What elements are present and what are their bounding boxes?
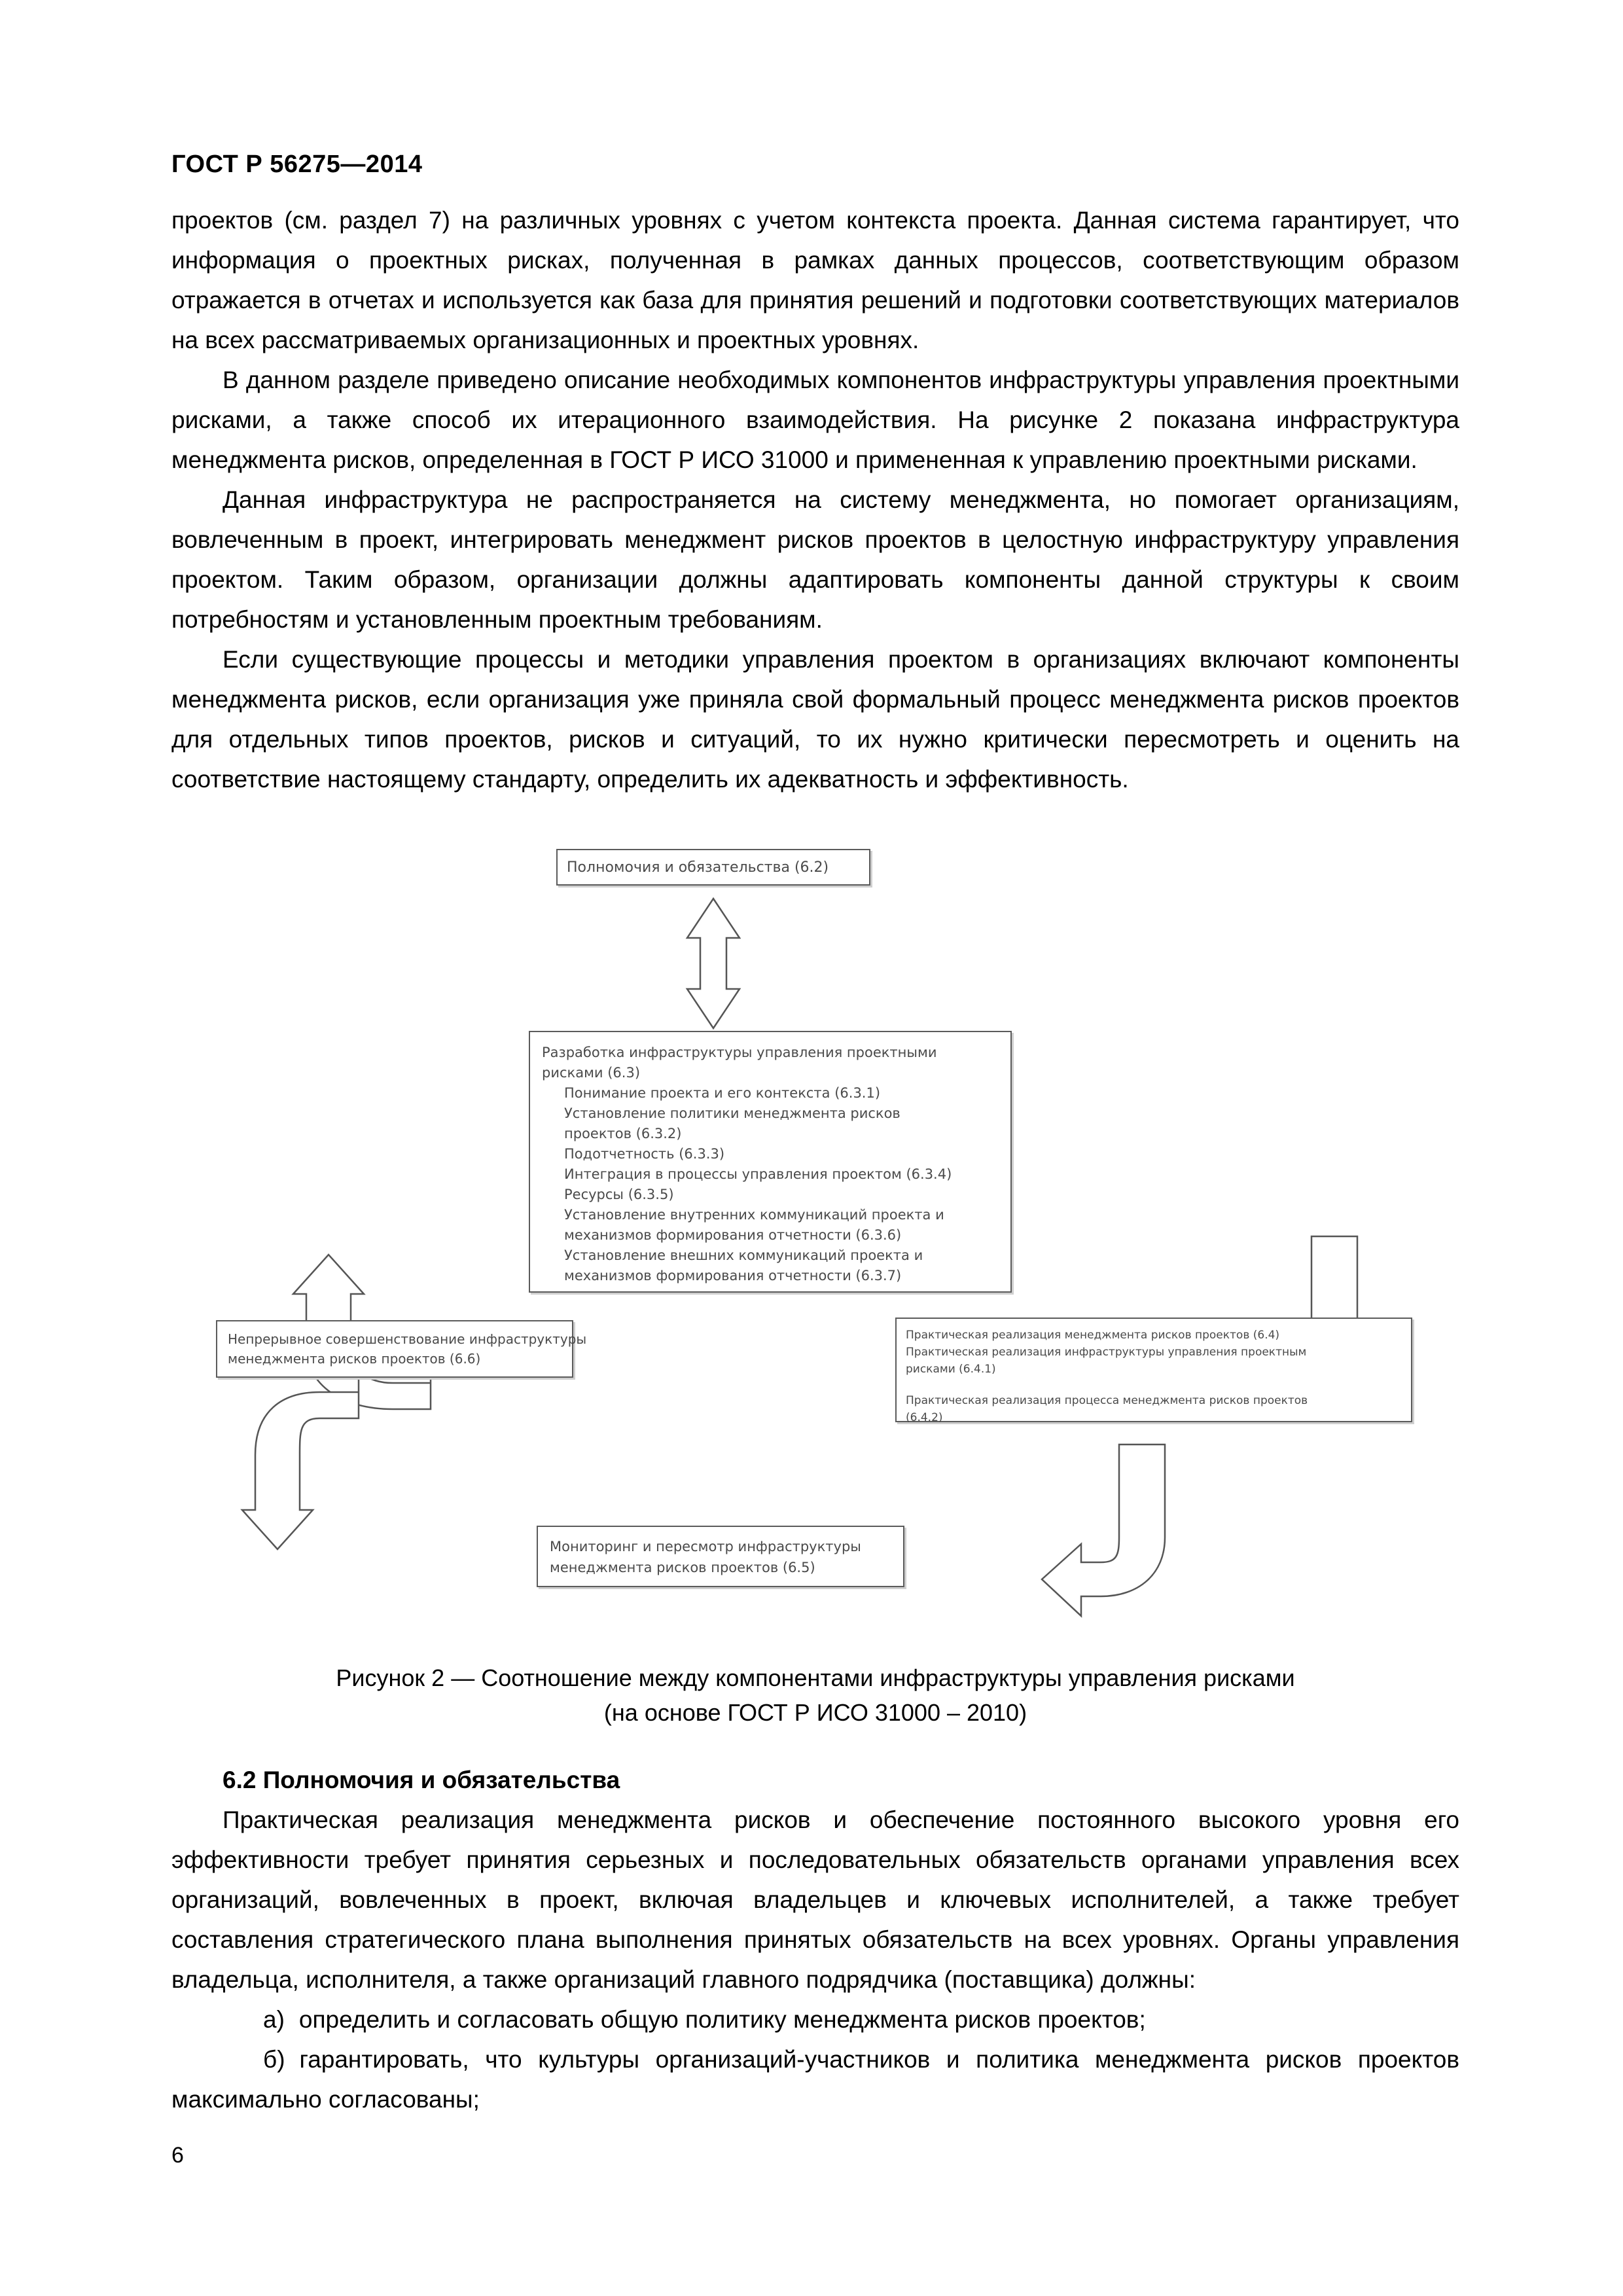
box-monitor-line2: менеджмента рисков проектов (6.5) bbox=[550, 1560, 815, 1575]
section-spacer bbox=[171, 1730, 1459, 1760]
diagram-box-develop-framework bbox=[529, 1031, 1012, 1293]
box-monitor-line1: Мониторинг и пересмотр инфраструктуры bbox=[550, 1539, 861, 1554]
box-develop-item-9: механизмов формирования отчетности (6.3.7) bbox=[564, 1268, 902, 1283]
diagram-box-authority bbox=[556, 849, 870, 886]
box-develop-item-2: проектов (6.3.2) bbox=[564, 1126, 682, 1141]
box-implement-spacer bbox=[906, 1378, 1404, 1392]
box-develop-title-line1: Разработка инфраструктуры управления проектными bbox=[542, 1045, 937, 1060]
paragraph-3: Данная инфраструктура не распространяется на систему менеджмента, но помогает организациям, вовлеченным в проект, интегрировать менеджмент рисков проектов в целостную инфраструктуру управления проектом. Таким образом, организации должны адаптировать компоненты данной структуры к своим потребностям и установленным проектным требованиям. bbox=[171, 486, 1459, 633]
box-implement-line4: Практическая реализация процесса менеджмента рисков проектов bbox=[906, 1394, 1308, 1407]
paragraph-2: В данном разделе приведено описание необходимых компонентов инфраструктуры управления проектными рисками, а также способ их итерационного взаимодействия. На рисунке 2 показана инфраструктура менеджмента рисков, определенная в ГОСТ Р ИСО 31000 и примененная к управлению проектными рисками. bbox=[171, 367, 1459, 473]
list-text-b: гарантировать, что культуры организаций-участников и политика менеджмента рисков проектов максимально согласованы; bbox=[171, 2046, 1459, 2113]
diagram-box-implementation bbox=[895, 1318, 1412, 1422]
box-implement-line2: Практическая реализация инфраструктуры управления проектным bbox=[906, 1346, 1307, 1359]
arrow-curve-bottomright-down bbox=[1042, 1444, 1165, 1616]
list-marker-a: а) bbox=[263, 2006, 285, 2033]
box-develop-title-line2: рисками (6.3) bbox=[542, 1065, 641, 1081]
box-develop-item-4: Интеграция в процессы управления проектом (6.3.4) bbox=[564, 1166, 952, 1182]
box-develop-item-5: Ресурсы (6.3.5) bbox=[564, 1187, 674, 1202]
figure-2 bbox=[171, 836, 1459, 1641]
list-item-b bbox=[171, 2039, 1459, 2119]
box-authority-title: Полномочия и обязательства (6.2) bbox=[567, 859, 829, 876]
document-header: ГОСТ Р 56275—2014 bbox=[171, 151, 423, 178]
section-paragraph-1: Практическая реализация менеджмента рисков и обеспечение постоянного высокого уровня его эффективности требует принятия серьезных и последовательных обязательств органами управления всех организаций, вовлеченных в проект, включая владельцев и ключевых исполнителей, а также требует составления стратегического плана выполнения принятых обязательств на всех уровнях. Органы управления владельца, исполнителя, а также организаций главного подрядчика (поставщика) должны: bbox=[171, 1806, 1459, 1993]
figure-caption bbox=[171, 1660, 1459, 1730]
box-improve-line1: Непрерывное совершенствование инфраструктуры bbox=[228, 1331, 587, 1347]
page-content bbox=[171, 0, 1459, 2119]
box-develop-item-0: Понимание проекта и его контекста (6.3.1) bbox=[564, 1085, 881, 1101]
box-develop-item-1: Установление политики менеджмента рисков bbox=[564, 1105, 901, 1121]
list-text-a: определить и согласовать общую политику менеджмента рисков проектов; bbox=[298, 2006, 1146, 2033]
arrow-curve-bottomleft-up bbox=[242, 1372, 359, 1549]
box-implement-line5: (6.4.2) bbox=[906, 1411, 943, 1424]
section-heading-6-2: 6.2 Полномочия и обязательства bbox=[223, 1767, 620, 1793]
paragraph-1: проектов (см. раздел 7) на различных уровнях с учетом контекста проекта. Данная система гарантирует, что информация о проектных рисках, полученная в рамках данных процессов, соответствующим образом отражается в отчетах и используется как база для принятия решений и подготовки соответствующих материалов на всех рассматриваемых организационных и проектных уровнях. bbox=[171, 207, 1459, 353]
paragraph-4: Если существующие процессы и методики управления проектом в организациях включают компоненты менеджмента рисков, если организация уже приняла свой формальный процесс менеджмента рисков проектов для отдельных типов проектов, рисков и ситуаций, то их нужно критически пересмотреть и оценить на соответствие настоящему стандарту, определить их адекватность и эффективность. bbox=[171, 646, 1459, 793]
box-implement-line1: Практическая реализация менеджмента рисков проектов (6.4) bbox=[906, 1329, 1280, 1342]
box-develop-item-7: механизмов формирования отчетности (6.3.6) bbox=[564, 1227, 902, 1243]
arrow-vertical-double bbox=[687, 899, 740, 1028]
figure-caption-line1: Рисунок 2 — Соотношение между компонентами инфраструктуры управления рисками bbox=[336, 1664, 1295, 1691]
diagram-box-monitoring bbox=[537, 1526, 904, 1587]
box-develop-item-3: Подотчетность (6.3.3) bbox=[564, 1146, 725, 1162]
box-develop-item-6: Установление внутренних коммуникаций проекта и bbox=[564, 1207, 944, 1223]
figure-caption-line2: (на основе ГОСТ Р ИСО 31000 – 2010) bbox=[603, 1699, 1027, 1726]
list-marker-b: б) bbox=[263, 2046, 285, 2073]
box-implement-line3: рисками (6.4.1) bbox=[906, 1363, 996, 1376]
box-develop-item-8: Установление внешних коммуникаций проекта и bbox=[564, 1247, 923, 1263]
box-improve-line2: менеджмента рисков проектов (6.6) bbox=[228, 1351, 481, 1367]
page-number: 6 bbox=[171, 2143, 184, 2168]
diagram-box-continual-improvement bbox=[216, 1320, 587, 1378]
list-item-a bbox=[171, 2000, 1459, 2039]
